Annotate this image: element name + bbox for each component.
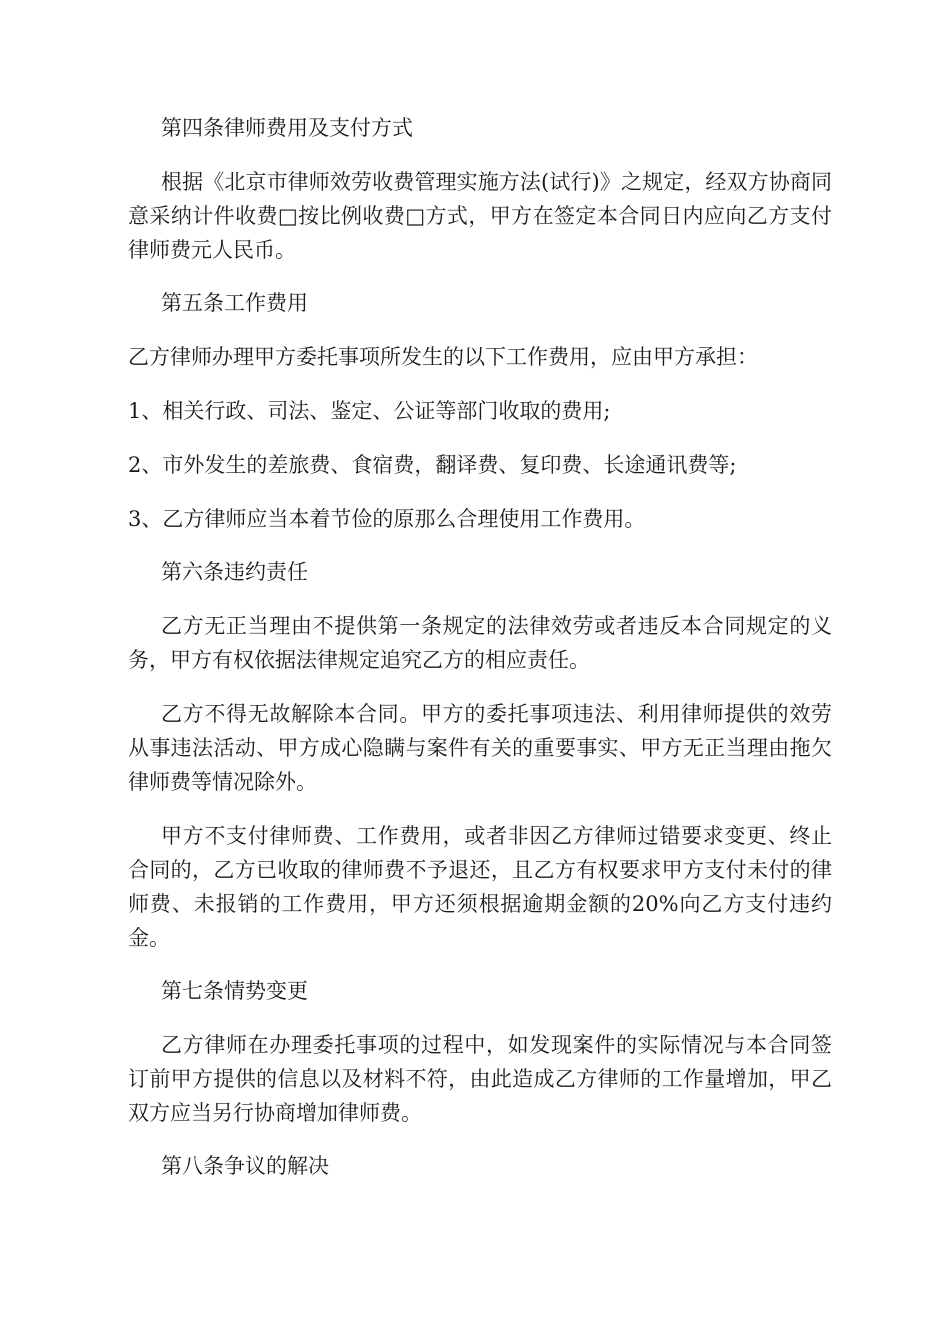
- article6-paragraph-3: 甲方不支付律师费、工作费用，或者非因乙方律师过错要求变更、终止合同的，乙方已收取的律师费不予退还，且乙方有权要求甲方支付未付的律师费、未报销的工作费用，甲方还须根据逾期金额的20%向乙方支付违约金。: [128, 824, 832, 950]
- article7-body: 乙方律师在办理委托事项的过程中，如发现案件的实际情况与本合同签订前甲方提供的信息以及材料不符，由此造成乙方律师的工作量增加，甲乙双方应当另行协商增加律师费。: [128, 1033, 832, 1125]
- article5-item-1: 1、相关行政、司法、鉴定、公证等部门收取的费用;: [128, 399, 611, 423]
- article6-paragraph-1: 乙方无正当理由不提供第一条规定的法律效劳或者违反本合同规定的义务，甲方有权依据法律规定追究乙方的相应责任。: [128, 614, 832, 672]
- article5-item-3: 3、乙方律师应当本着节俭的原那么合理使用工作费用。: [128, 507, 646, 531]
- article5-intro: 乙方律师办理甲方委托事项所发生的以下工作费用，应由甲方承担：: [128, 345, 758, 369]
- article4-body: 根据《北京市律师效劳收费管理实施方法(试行)》之规定，经双方协商同意采纳计件收费□按比例收费□方式，甲方在签定本合同日内应向乙方支付律师费元人民币。: [128, 170, 832, 262]
- article4-title: 第四条律师费用及支付方式: [161, 116, 413, 140]
- article6-paragraph-2: 乙方不得无故解除本合同。甲方的委托事项违法、利用律师提供的效劳从事违法活动、甲方成心隐瞒与案件有关的重要事实、甲方无正当理由拖欠律师费等情况除外。: [128, 702, 832, 794]
- article5-title: 第五条工作费用: [161, 291, 308, 315]
- article8-title: 第八条争议的解决: [161, 1154, 329, 1178]
- document-content: [128, 112, 832, 1183]
- article6-title: 第六条违约责任: [161, 560, 308, 584]
- article7-title: 第七条情势变更: [161, 979, 308, 1003]
- article5-item-2: 2、市外发生的差旅费、食宿费，翻译费、复印费、长途通讯费等;: [128, 453, 737, 477]
